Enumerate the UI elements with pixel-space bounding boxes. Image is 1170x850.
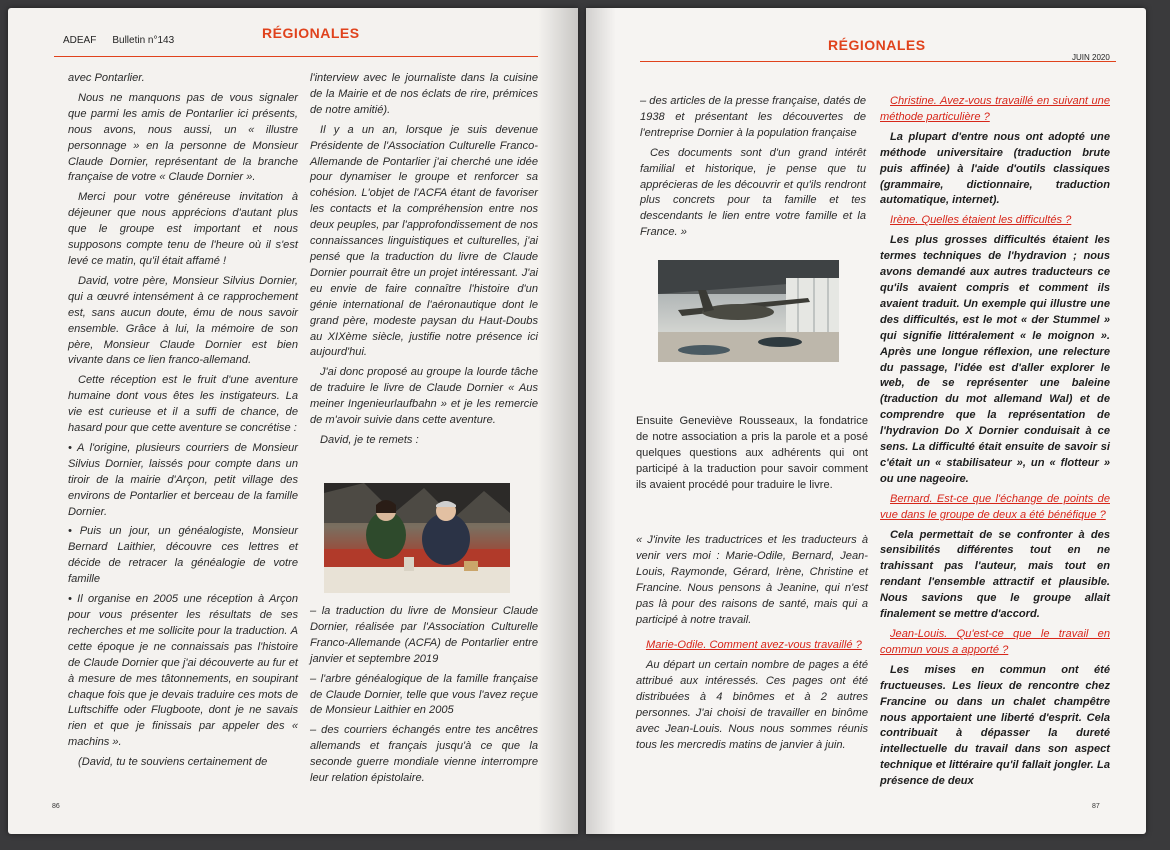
- photo-illustration: [324, 483, 510, 593]
- interview-answer: Les plus grosses difficultés étaient les termes techniques de l'hydravion ; nous avons demandé aux autres traducteurs ce qu'ils avaient compris et comment ils avaient traduit. Un exemple qui illustre une des difficultés, est le mot « der Stummel » qui signifie littéralement « le moignon ». Après une longue réflexion, une relecture du passage, l'idée est d'aller explorer le web, de se représenter une baleine (traduction du mot allemand Wal) et de comprendre que la représentation de l'hydravion Do X Dornier conduisait à ce sens. La difficulté était ensuite de savoir si c'était un « stabilisateur », un « flotteur » ou une nageoire.: [880, 234, 1110, 485]
- page-number-left: 86: [52, 803, 60, 810]
- seaplane-museum-photo: [658, 260, 839, 362]
- paragraph: Merci pour votre généreuse invitation à déjeuner que nous apprécions d'autant plus que le groupe est important et nous supposons compte tenu de l'heure où il s'est levé ce matin, qu'il était affamé !: [68, 191, 298, 267]
- interview-question: Jean-Louis. Qu'est-ce que le travail en commun vous a apporté ?: [880, 628, 1110, 656]
- issue-date: JUIN 2020: [1072, 53, 1110, 62]
- list-item: – l'arbre généalogique de la famille française de Claude Dornier, telle que vous l'avez reçue de Monsieur Laithier en 2005: [310, 672, 538, 717]
- list-item: – la traduction du livre de Monsieur Claude Dornier, réalisée par l'Association Culturelle Franco-Allemande (ACFA) de Pontarlier entre janvier et septembre 2019: [310, 605, 538, 665]
- paragraph: Ces documents sont d'un grand intérêt familial et historique, je pense que tu apprécieras de les découvrir et qu'ils rendront plus concrets pour ta famille et tes descendants le lien entre votre famille et la France. »: [640, 146, 866, 239]
- paragraph: avec Pontarlier.: [68, 72, 145, 84]
- spine-shadow: [586, 8, 616, 834]
- section-title-right: RÉGIONALES: [828, 37, 926, 53]
- interview-answer: Les mises en commun ont été fructueuses. Les lieux de rencontre chez Francine ou dans un chalet champêtre nous apportaient une liberté d'esprit. Cela contribuait à dépasser la dureté intellectuelle du travail dans son aspect technique et littéraire qu'il fallait jongler. La présence de deux: [880, 663, 1110, 788]
- list-item: – des courriers échangés entre tes ancêtres allemands et français jusqu'à ce que la seconde guerre mondiale vienne interrompre leur relation épistolaire.: [310, 724, 538, 785]
- page-number-right: 87: [1092, 803, 1100, 810]
- photo-illustration: [658, 260, 839, 362]
- interview-question: Bernard. Est-ce que l'échange de points de vue dans le groupe de deux a été bénéfique ?: [880, 492, 1110, 521]
- interview-question: Marie-Odile. Comment avez-vous travaillé ?: [646, 639, 862, 652]
- interview-answer: La plupart d'entre nous ont adopté une méthode universitaire (traduction brute puis affinée) à l'aide d'outils classiques (grammaire, dictionnaire, traduction automatique, internet).: [880, 130, 1110, 207]
- interview-question: Christine. Avez-vous travaillé en suivant une méthode particulière ?: [880, 95, 1110, 123]
- left-column-1: [68, 71, 298, 775]
- paragraph: (David, tu te souviens certainement de: [78, 756, 268, 769]
- bullet-item: • A l'origine, plusieurs courriers de Monsieur Silvius Dornier, laissés pour compte dans un tiroir de la mairie d'Arçon, petit village des environs de Pontarlier et berceau de la famille Dornier.: [68, 441, 298, 518]
- quote: « J'invite les traductrices et les traducteurs à venir vers moi : Marie-Odile, Bernard, Jean-Louis, Raymonde, Gérard, Irène, Christine et Francine. Nous pensons à Jeanine, qui n'est pas là pour des raisons de santé, mais qui a participé à notre travail.: [636, 534, 868, 626]
- section-title-left: RÉGIONALES: [262, 25, 360, 41]
- header-rule-right: [640, 61, 1116, 62]
- interview-answer: Cela permettait de se confronter à des sensibilités différentes tout en ne trahissant pas l'auteur, mais tout en rendant l'ensemble attractif et plausible. Nous savions que le groupe allait finalement se mettre d'accord.: [880, 528, 1110, 621]
- paragraph: Il y a un an, lorsque je suis devenue Présidente de l'Association Culturelle Franco-Allemande de Pontarlier j'ai cherché une idée pour dynamiser le groupe et renforcer sa cohésion. L'objet de l'ACFA étant de favoriser les contacts et la compréhension entre nos deux peuples, par l'approfondissement de nos connaissances linguistiques et culturelles, j'ai pensé que la traduction du livre de Claude Dornier pourrait être un projet intéressant. J'ai eu envie de faire connaître l'histoire d'un génie international de l'aéronautique dont le grand père, modeste paysan du Haut-Doubs au XIXème siècle, justifie notre présence ici aujourd'hui.: [310, 123, 538, 359]
- paragraph: J'ai donc proposé au groupe la lourde tâche de traduire le livre de Claude Dornier « Aus meiner Ingenieurlaufbahn » et je les remercie de m'avoir suivie dans cette aventure.: [310, 366, 538, 427]
- right-page: [586, 8, 1146, 834]
- bullet-item: • Puis un jour, un généalogiste, Monsieur Bernard Laithier, découvre ces lettres et décide de retracer la généalogie de votre famille: [68, 525, 298, 586]
- left-column-2-top: [310, 71, 538, 453]
- left-column-2-bottom: [310, 604, 538, 791]
- spine-shadow: [538, 8, 578, 834]
- right-column-1-bottom: [636, 533, 868, 758]
- right-column-1-top: [640, 94, 866, 245]
- paragraph: Ensuite Geneviève Rousseaux, la fondatrice de notre association a pris la parole et a posé quelques questions aux adhérents qui ont participé à la traduction pour savoir comment ils avaient procédé pour traduire le livre.: [636, 415, 868, 491]
- right-column-2: [880, 94, 1110, 794]
- header-rule-left: [54, 56, 538, 57]
- paragraph: Nous ne manquons pas de vous signaler que parmi les amis de Pontarlier ici présents, nous avons, nous aussi, un « illustre personnage » en la personne de Monsieur Claude Dornier, représentant de la branche française de votre « Claude Dornier ».: [68, 91, 298, 184]
- right-column-1-mid: [636, 414, 868, 498]
- bullet-item: • Il organise en 2005 une réception à Arçon pour vous présenter les résultats de ses recherches et me sollicite pour la traduction. A cette époque je ne connaissais pas l'histoire de Claude Dornier que j'ai découverte au fur et à mesure de mes tâtonnements, en soupirant chaque fois que je devais traduire ces mots de Luftschiffe oder Flugboote, dont je ne savais rien et que je finissais par appeler des « machins ».: [68, 593, 298, 749]
- paragraph: David, je te remets :: [320, 433, 419, 446]
- interview-question: Irène. Quelles étaient les difficultés ?: [890, 214, 1072, 227]
- paragraph: Cette réception est le fruit d'une aventure humaine dont vous êtes les instigateurs. La vie est curieuse et il a suffi de chance, de hasard pour que cette aventure se concrétise :: [68, 374, 298, 435]
- paragraph: David, votre père, Monsieur Silvius Dornier, qui a œuvré intensément à ce rapprochement est, sans aucun doute, ému de nous savoir ensemble. Grâce à lui, la mémoire de son père, Monsieur Claude Dornier est bien vivante dans ce lien franco-allemand.: [68, 274, 298, 367]
- list-item: – des articles de la presse française, datés de 1938 et présentant les découvertes de l'entreprise Dornier à la population française: [640, 95, 866, 139]
- paragraph: l'interview avec le journaliste dans la cuisine de la Mairie et de nos éclats de rire, prémices de notre amitié).: [310, 72, 538, 116]
- interview-answer: Au départ un certain nombre de pages a été attribué aux intéressés. Ces pages ont été distribuées à 4 binômes et à 2 autres personnes. J'ai choisi de travailler en binôme avec Jean-Louis. Nous nous sommes réunis tous les mercredis matins de janvier à juin.: [636, 659, 868, 751]
- header-publisher: ADEAF Bulletin n°143: [63, 35, 175, 46]
- reception-photo: [324, 483, 510, 593]
- left-page: [8, 8, 578, 834]
